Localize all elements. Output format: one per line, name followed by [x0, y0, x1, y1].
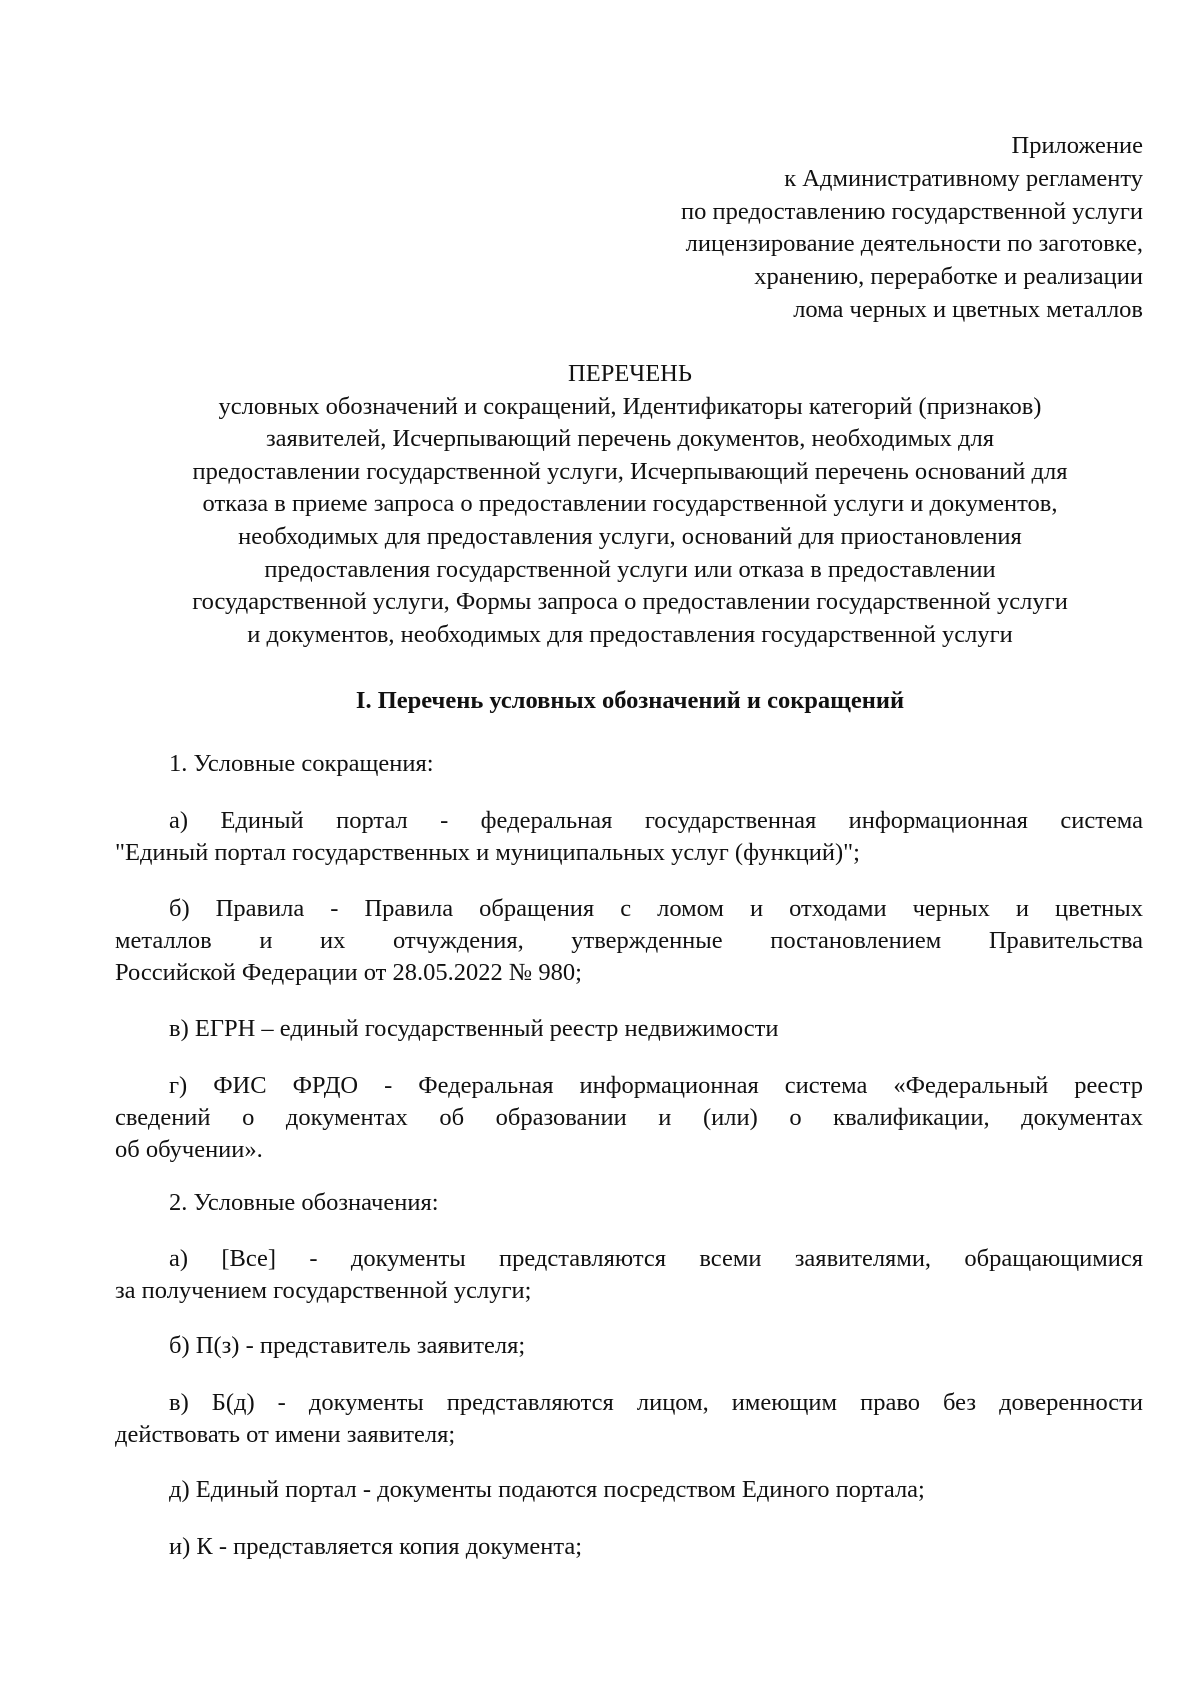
- title-line: государственной услуги, Формы запроса о предоставлении государственной услуги: [192, 588, 1068, 616]
- paragraph-line: металлов и их отчуждения, утвержденные постановлением Правительства: [115, 927, 1143, 954]
- appendix-line: Приложение: [1011, 132, 1143, 159]
- paragraph-line: в) Б(д) - документы представляются лицом, имеющим право без доверенности: [169, 1389, 1143, 1416]
- paragraph-line: за получением государственной услуги;: [115, 1277, 532, 1304]
- paragraph-line: г) ФИС ФРДО - Федеральная информационная система «Федеральный реестр: [169, 1072, 1143, 1099]
- paragraph-line: б) Правила - Правила обращения с ломом и отходами черных и цветных: [169, 895, 1143, 922]
- paragraph-sym-a: [115, 1243, 1143, 1307]
- appendix-line: к Административному регламенту: [784, 164, 1143, 192]
- paragraph-sym-v: [115, 1387, 1143, 1451]
- title-line: предоставлении государственной услуги, Исчерпывающий перечень оснований для: [192, 457, 1068, 485]
- title-line: необходимых для предоставления услуги, оснований для приостановления: [238, 522, 1022, 550]
- title-line: и документов, необходимых для предоставления государственной услуги: [247, 620, 1013, 648]
- appendix-line: лицензирование деятельности по заготовке,: [685, 230, 1143, 258]
- paragraph-line: Российской Федерации от 28.05.2022 № 980;: [115, 959, 582, 986]
- section-heading: I. Перечень условных обозначений и сокращений: [355, 687, 905, 714]
- paragraph-line: д) Единый портал - документы подаются посредством Единого портала;: [169, 1476, 925, 1503]
- appendix-line: хранению, переработке и реализации: [754, 263, 1143, 291]
- paragraph-line: "Единый портал государственных и муниципальных услуг (функций)";: [115, 839, 860, 866]
- title-heading: ПЕРЕЧЕНЬ: [568, 360, 692, 387]
- paragraph-line: а) [Все] - документы представляются всеми заявителями, обращающимися: [169, 1245, 1143, 1272]
- title-line: условных обозначений и сокращений, Идентификаторы категорий (признаков): [218, 392, 1042, 420]
- paragraph-symbols-title: [115, 1187, 1143, 1219]
- paragraph-line: в) ЕГРН – единый государственный реестр недвижимости: [169, 1015, 779, 1042]
- paragraph-abbr-a: [115, 805, 1143, 869]
- paragraph-sym-b: [115, 1330, 1143, 1362]
- paragraph-sym-i: [115, 1531, 1143, 1563]
- document-title: [110, 358, 1150, 651]
- appendix-line: по предоставлению государственной услуги: [681, 197, 1143, 225]
- paragraph-line: об обучении».: [115, 1136, 263, 1163]
- paragraph-line: сведений о документах об образовании и (или) о квалификации, документах: [115, 1104, 1143, 1131]
- paragraph-abbreviations-title: [115, 748, 1143, 780]
- appendix-line: лома черных и цветных металлов: [793, 295, 1143, 323]
- paragraph-line: б) П(з) - представитель заявителя;: [169, 1332, 526, 1359]
- paragraph-abbr-v: [115, 1013, 1143, 1045]
- paragraph-abbr-g: [115, 1070, 1143, 1166]
- title-line: предоставления государственной услуги или отказа в предоставлении: [264, 555, 996, 583]
- appendix-note: [681, 130, 1143, 327]
- paragraph-line: и) К - представляется копия документа;: [169, 1533, 583, 1560]
- title-line: отказа в приеме запроса о предоставлении государственной услуги и документов,: [202, 490, 1058, 518]
- paragraph-line: 2. Условные обозначения:: [169, 1189, 439, 1216]
- title-line: заявителей, Исчерпывающий перечень документов, необходимых для: [265, 425, 995, 453]
- paragraph-line: действовать от имени заявителя;: [115, 1421, 456, 1448]
- paragraph-sym-d: [115, 1474, 1143, 1506]
- paragraph-line: а) Единый портал - федеральная государственная информационная система: [169, 807, 1143, 834]
- paragraph-line: 1. Условные сокращения:: [169, 750, 434, 777]
- paragraph-abbr-b: [115, 893, 1143, 989]
